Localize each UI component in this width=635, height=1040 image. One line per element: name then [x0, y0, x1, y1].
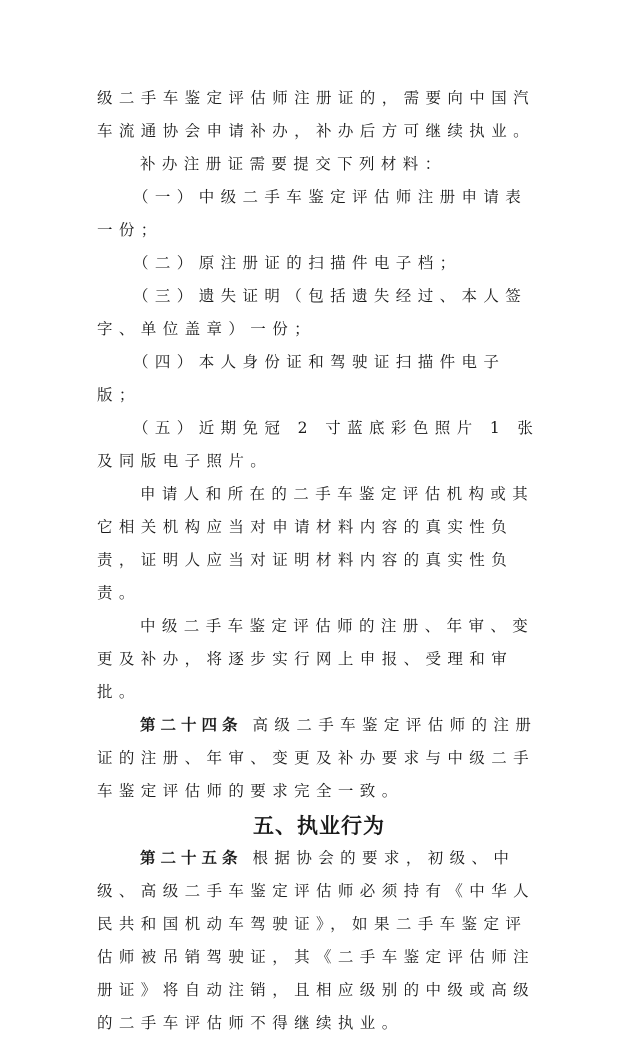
article-25-text: 根据协会的要求，初级、中级、高级二手车鉴定评估师必须持有《中华人民共和国机动车驾驶证》，如果二手车鉴定评估师被吊销驾驶证，其《二手车鉴定评估师注册证》将自动注销，且相应级别的中级或高级的二手车评估师不得继续执业。: [97, 849, 536, 1032]
article-25-label: 第二十五条: [140, 849, 243, 867]
paragraph-materials-intro: 补办注册证需要提交下列材料：: [140, 155, 447, 173]
list-item-2: （二）原注册证的扫描件电子档；: [133, 254, 462, 272]
section-heading: 五、执业行为: [253, 814, 385, 838]
paragraph-online-process: 中级二手车鉴定评估师的注册、年审、变更及补办，将逐步实行网上申报、受理和审批。: [97, 617, 535, 701]
article-24-text: 高级二手车鉴定评估师的注册证的注册、年审、变更及补办要求与中级二手车鉴定评估师的要求完全一致。: [97, 716, 538, 800]
list-item-4: （四）本人身份证和驾驶证扫描件电子版；: [97, 353, 506, 404]
paragraph-reissue-requirement: 级二手车鉴定评估师注册证的，需要向中国汽车流通协会申请补办，补办后方可继续执业。: [97, 89, 536, 140]
article-24-label: 第二十四条: [140, 716, 243, 734]
list-item-1: （一）中级二手车鉴定评估师注册申请表一份；: [97, 188, 528, 239]
article-24: [97, 709, 541, 808]
article-25: [97, 842, 541, 1040]
paragraph-responsibility: 申请人和所在的二手车鉴定评估机构或其它相关机构应当对申请材料内容的真实性负责，证明人应当对证明材料内容的真实性负责。: [97, 485, 535, 602]
list-item-3: （三）遗失证明（包括遗失经过、本人签字、单位盖章）一份；: [97, 287, 528, 338]
document-page: [97, 82, 541, 1040]
list-item-5: （五）近期免冠 2 寸蓝底彩色照片 1 张及同版电子照片。: [97, 419, 540, 470]
